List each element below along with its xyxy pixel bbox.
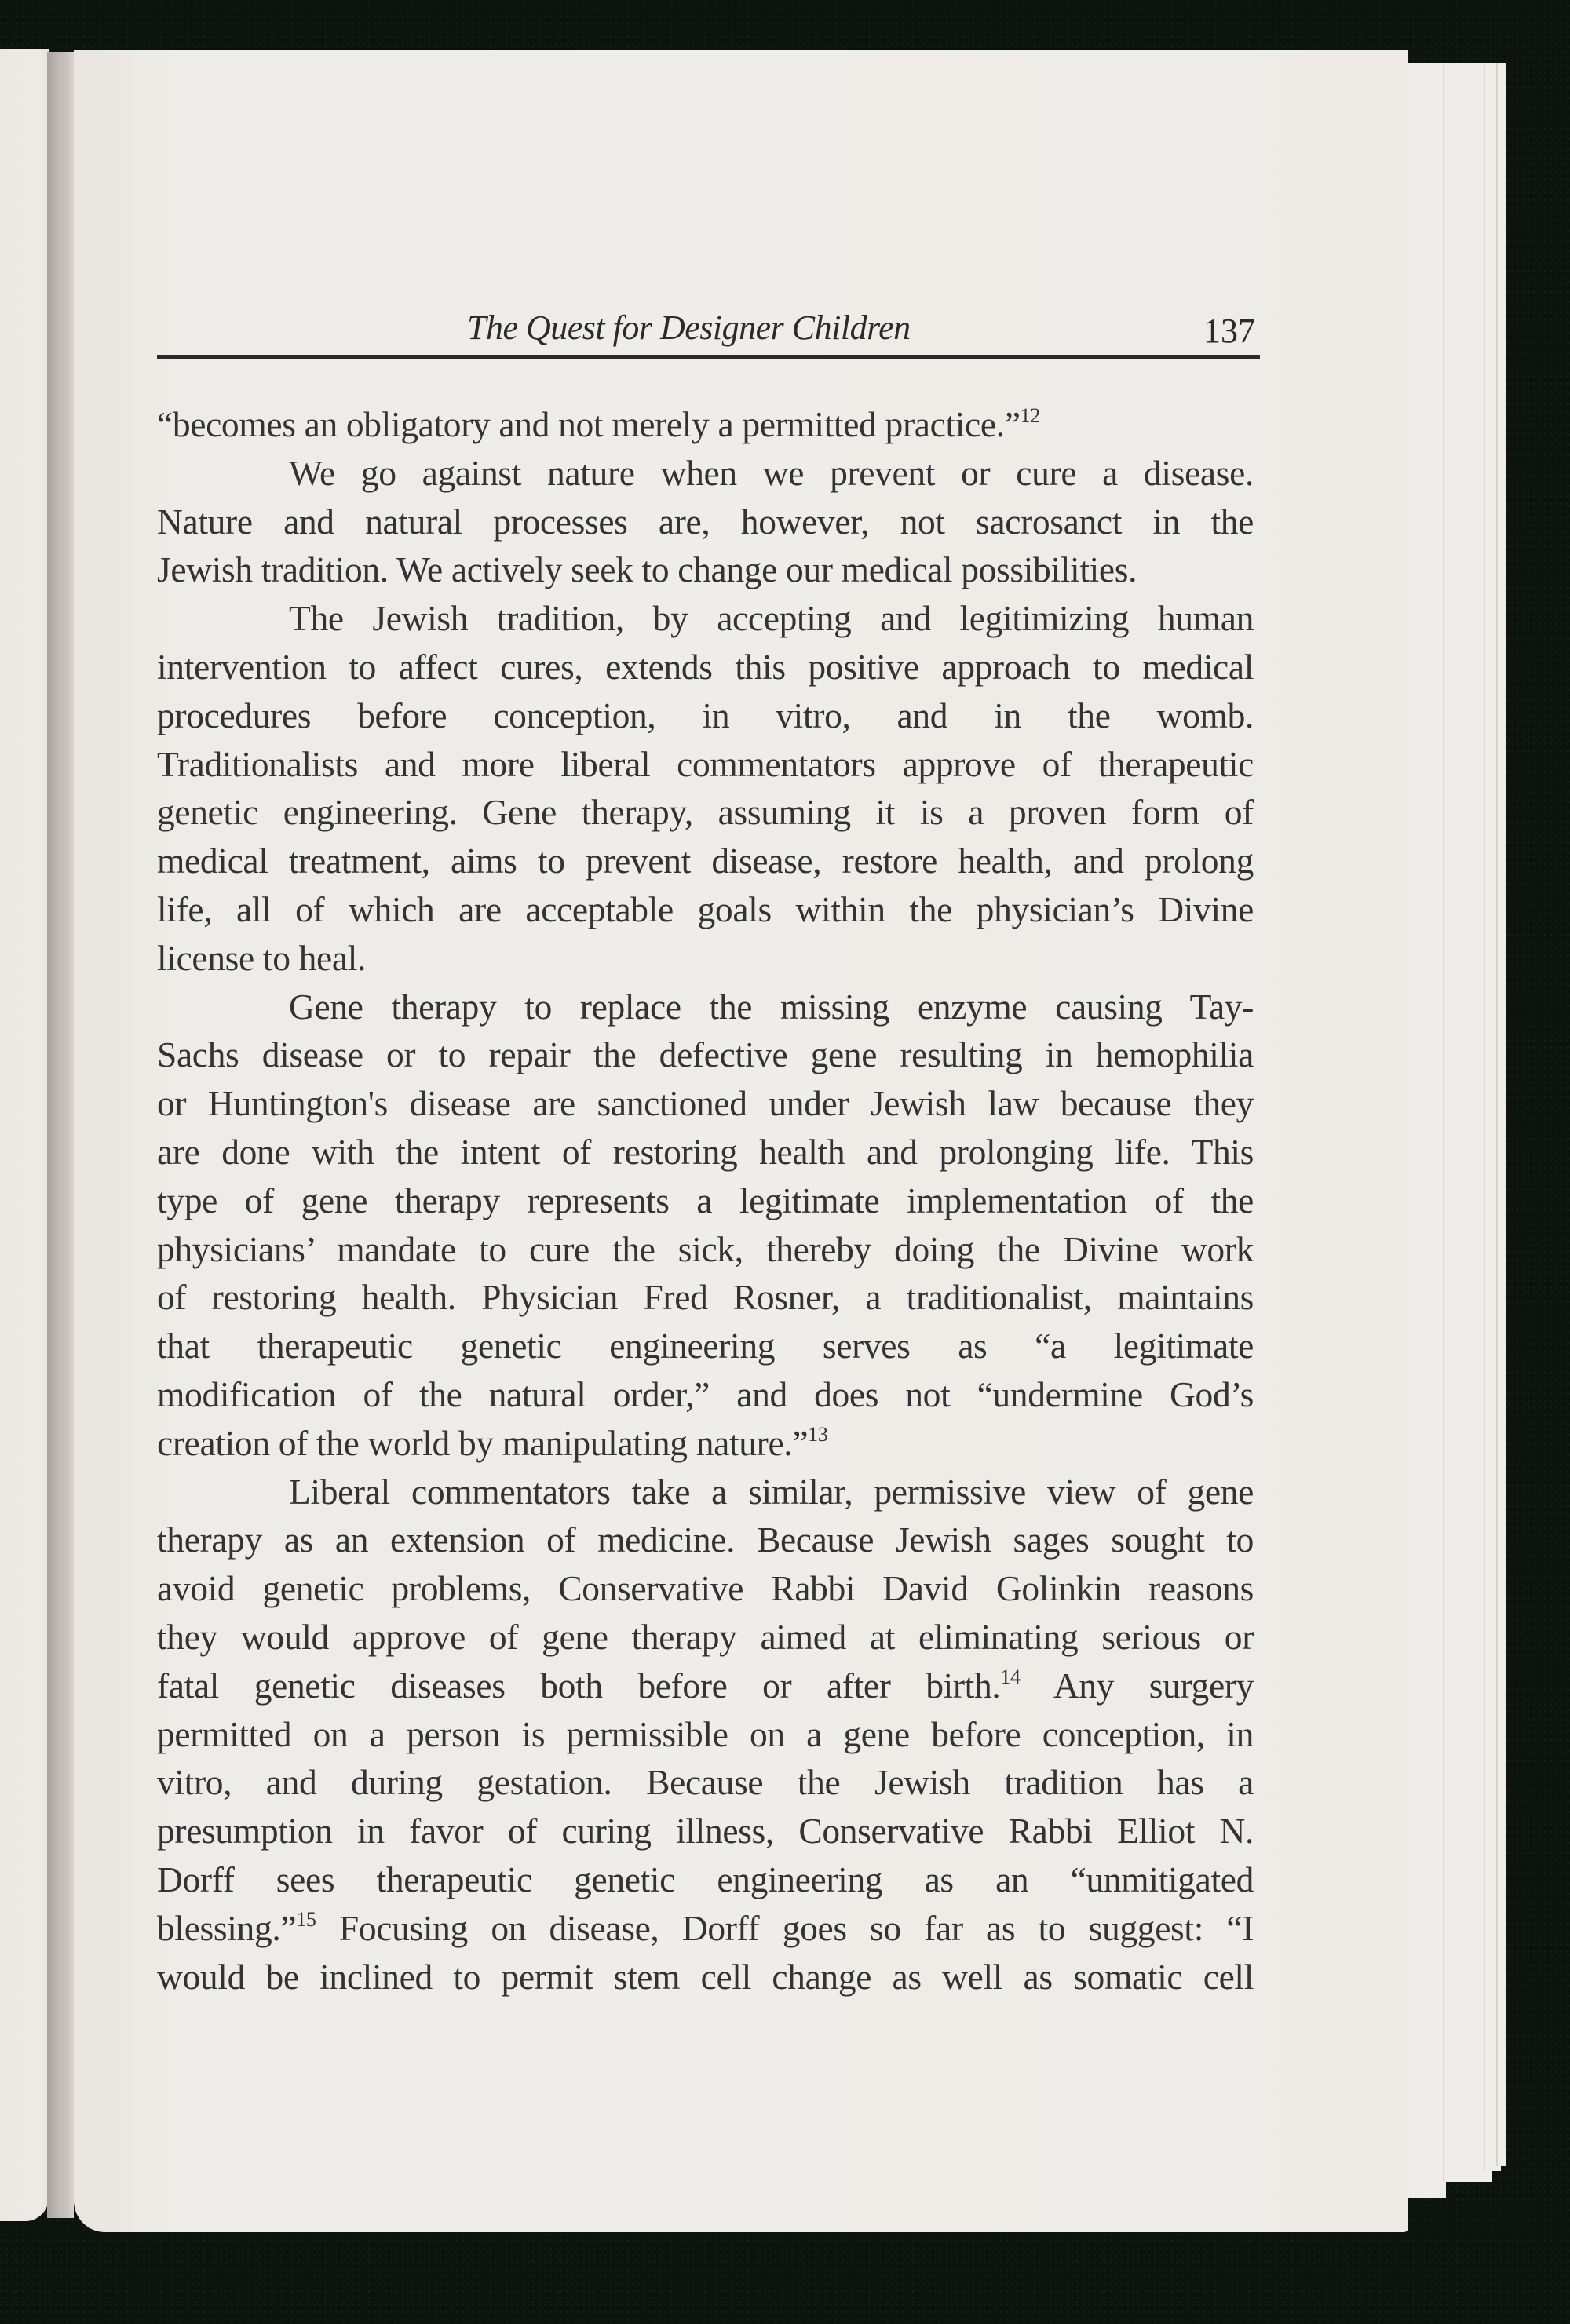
footnote-marker: 14 [1000,1665,1020,1688]
line-text: would be inclined to permit stem cell change as well as somatic cell [157,1956,1254,1997]
line-text: that therapeutic genetic engineering serves as “a legitimate [157,1326,1254,1366]
footnote-marker: 13 [808,1422,828,1446]
text-line [157,1322,1254,1370]
text-line [157,1128,1254,1177]
line-text: or Huntington's disease are sanctioned under Jewish law because they [157,1083,1254,1124]
line-text-tail: Any surgery [1020,1665,1254,1706]
page-stack-edge [1496,63,1506,2166]
previous-page-edge [0,49,49,2221]
text-line [157,545,1254,594]
text-line [157,1758,1254,1807]
line-text: medical treatment, aims to prevent disease, restore health, and prolong [157,841,1254,881]
text-line [157,1904,1254,1953]
text-line [157,1953,1254,2001]
line-text: We go against nature when we prevent or cure a disease. [289,452,1254,493]
text-line [157,449,1254,498]
footnote-marker: 15 [296,1907,316,1931]
line-text: Traditionalists and more liberal commentators approve of therapeutic [157,743,1254,784]
line-text: The Jewish tradition, by accepting and legitimizing human [289,598,1254,639]
line-text: Sachs disease or to repair the defective gene resulting in hemophilia [157,1034,1254,1075]
line-text: presumption in favor of curing illness, Conservative Rabbi Elliot N. [157,1811,1254,1852]
line-text: fatal genetic diseases both before or after birth. [157,1665,1001,1706]
book-gutter [47,52,74,2218]
line-text: are done with the intent of restoring health and prolonging life. This [157,1131,1254,1172]
text-line [157,983,1254,1031]
line-text: Dorff sees therapeutic genetic engineering as an “unmitigated [157,1859,1254,1899]
body-text [157,400,1254,2001]
line-text: “becomes an obligatory and not merely a permitted practice.” [157,404,1020,444]
line-text: intervention to affect cures, extends this positive approach to medical [157,646,1254,687]
line-text: Liberal commentators take a similar, permissive view of gene [289,1471,1254,1512]
text-line [157,1225,1254,1274]
text-line [157,594,1254,643]
line-text: avoid genetic problems, Conservative Rabbi David Golinkin reasons [157,1568,1254,1609]
text-line [157,1613,1254,1662]
text-line [157,1807,1254,1855]
text-line [157,1564,1254,1613]
text-line [157,740,1254,789]
line-text: blessing.” [157,1907,297,1948]
text-line [157,1079,1254,1128]
line-text: procedures before conception, in vitro, and in the womb. [157,695,1254,735]
text-line [157,885,1254,934]
line-text: permitted on a person is permissible on a gene before conception, in [157,1713,1254,1754]
line-text-tail: Focusing on disease, Dorff goes so far as to suggest: “I [316,1907,1254,1948]
text-line [157,643,1254,691]
text-line [157,1370,1254,1419]
text-line [157,498,1254,546]
text-line [157,1419,1254,1468]
text-line [157,1177,1254,1225]
footnote-marker: 12 [1020,404,1040,427]
text-line [157,1468,1254,1516]
running-title: The Quest for Designer Children [467,308,911,347]
text-line [157,934,1254,983]
line-text: Nature and natural processes are, however, not sacrosanct in the [157,501,1254,542]
line-text: they would approve of gene therapy aimed at eliminating serious or [157,1616,1254,1657]
line-text: Jewish tradition. We actively seek to change our medical possibilities. [157,549,1137,590]
text-line [157,1710,1254,1759]
line-text: genetic engineering. Gene therapy, assuming it is a proven form of [157,792,1254,833]
text-line [157,691,1254,740]
line-text: of restoring health. Physician Fred Rosner, a traditionalist, maintains [157,1277,1254,1318]
line-text: life, all of which are acceptable goals within the physician’s Divine [157,888,1254,929]
line-text: Gene therapy to replace the missing enzyme causing Tay- [289,986,1254,1027]
text-line [157,1662,1254,1710]
text-line [157,1855,1254,1904]
text-line [157,788,1254,837]
line-text: creation of the world by manipulating nature.” [157,1422,809,1463]
text-line [157,837,1254,885]
running-header [157,308,1260,359]
page-number: 137 [1203,312,1255,350]
text-line [157,400,1254,449]
line-text: physicians’ mandate to cure the sick, thereby doing the Divine work [157,1228,1254,1269]
text-line [157,1273,1254,1322]
line-text: modification of the natural order,” and does not “undermine God’s [157,1374,1254,1414]
line-text: type of gene therapy represents a legitimate implementation of the [157,1180,1254,1220]
text-line [157,1516,1254,1564]
line-text: license to heal. [157,937,367,978]
line-text: therapy as an extension of medicine. Because Jewish sages sought to [157,1520,1254,1560]
line-text: vitro, and during gestation. Because the Jewish tradition has a [157,1762,1254,1803]
text-line [157,1031,1254,1079]
